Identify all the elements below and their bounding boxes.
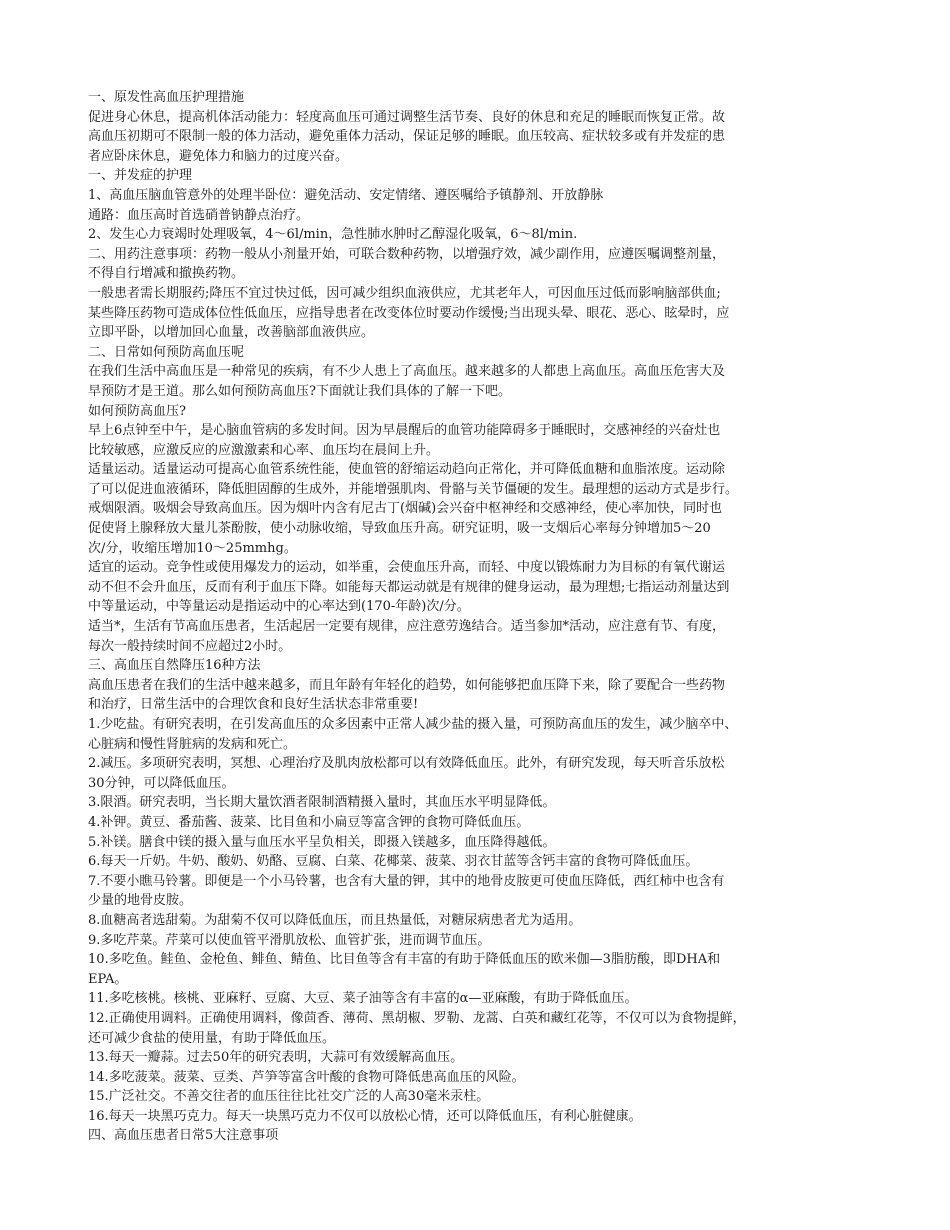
text-line: 13.每天一瓣蒜。过去50年的研究表明，大蒜可有效缓解高血压。 (88, 1050, 464, 1066)
text-line: 和治疗，日常生活中的合理饮食和良好生活状态非常重要! (88, 697, 419, 713)
text-line: 二、用药注意事项：药物一般从小剂量开始，可联合数种药物，以增强疗效，减少副作用，应遵医嘱调整剂量， (88, 246, 726, 262)
text-line: 适量运动。适量运动可提高心血管系统性能，使血管的舒缩运动趋向正常化，并可降低血糖和血脂浓度。运动除 (88, 462, 726, 478)
text-line: 促进身心休息，提高机体活动能力：轻度高血压可通过调整生活节奏、良好的休息和充足的睡眠而恢复正常。故 (88, 109, 726, 125)
text-line: 高血压患者在我们的生活中越来越多，而且年龄有年轻化的趋势，如何能够把血压降下来，除了要配合一些药物 (88, 677, 726, 693)
text-line: 一、并发症的护理 (88, 168, 193, 184)
text-line: 促使肾上腺释放大量儿茶酚胺，使小动脉收缩，导致血压升高。研究证明，吸一支烟后心率每分钟增加5～20 (88, 521, 711, 537)
text-line: 2.减压。多项研究表明，冥想、心理治疗及肌肉放松都可以有效降低血压。此外，有研究发现，每天听音乐放松 (88, 756, 725, 772)
text-line: 戒烟限酒。吸烟会导致高血压。因为烟叶内含有尼古丁(烟碱)会兴奋中枢神经和交感神经，使心率加快，同时也 (88, 501, 723, 517)
text-line: 比较敏感，应激反应的应激激素和心率、血压均在晨间上升。 (88, 442, 440, 458)
text-line: 1.少吃盐。有研究表明，在引发高血压的众多因素中正常人减少盐的摄入量，可预防高血压的发生，减少脑卒中、 (88, 717, 738, 732)
text-line: 9.多吃芹菜。芹菜可以使血管平滑肌放松、血管扩张，进而调节血压。 (88, 932, 491, 948)
text-line: 一般患者需长期服药;降压不宜过快过低，因可减少组织血液供应，尤其老年人，可因血压过低而影响脑部供血; (88, 285, 721, 301)
text-line: 16.每天一块黑巧克力。每天一块黑巧克力不仅可以放松心情，还可以降低血压，有利心脏健康。 (88, 1108, 642, 1124)
text-line: 在我们生活中高血压是一种常见的疾病，有不少人患上了高血压。越来越多的人都患上高血压。高血压危害大及 (88, 364, 726, 380)
text-line: 14.多吃菠菜。菠菜、豆类、芦笋等富含叶酸的食物可降低患高血压的风险。 (88, 1069, 525, 1085)
text-line: 每次一般持续时间不应超过2小时。 (88, 638, 292, 654)
text-line: 3.限酒。研究表明，当长期大量饮酒者限制酒精摄入量时，其血压水平明显降低。 (88, 795, 556, 811)
text-line: 6.每天一斤奶。牛奶、酸奶、奶酪、豆腐、白菜、花椰菜、菠菜、羽衣甘蓝等含钙丰富的食物可降低血压。 (88, 854, 699, 870)
text-line: 8.血糖高者选甜菊。为甜菊不仅可以降低血压，而且热量低，对糖尿病患者尤为适用。 (88, 912, 582, 928)
text-line: 15.广泛社交。不善交往者的血压往往比社交广泛的人高30毫米汞柱。 (88, 1089, 490, 1105)
text-line: 次/分，收缩压增加10～25mmhg。 (88, 540, 297, 556)
text-line: 不得自行增减和撤换药物。 (88, 266, 245, 282)
text-line: 四、高血压患者日常5大注意事项 (88, 1128, 279, 1144)
text-line: 中等量运动，中等量运动是指运动中的心率达到(170-年龄)次/分。 (88, 599, 470, 615)
text-line: 通路：血压高时首选硝普钠静点治疗。 (88, 207, 310, 223)
text-line: 某些降压药物可造成体位性低血压，应指导患者在改变体位时要动作缓慢;当出现头晕、眼花、恶心、眩晕时，应 (88, 305, 730, 321)
text-line: 早上6点钟至中午，是心脑血管病的多发时间。因为早晨醒后的血管功能障碍多于睡眠时，交感神经的兴奋灶也 (88, 423, 721, 439)
text-line: 适当*，生活有节高血压患者，生活起居一定要有规律，应注意劳逸结合。适当参加*活动，应注意有节、有度， (88, 619, 726, 635)
text-line: 5.补镁。膳食中镁的摄入量与血压水平呈负相关，即摄入镁越多，血压降得越低。 (88, 834, 556, 850)
text-line: 2、发生心力衰竭时处理吸氧，4～6l/min，急性肺水肿时乙醇湿化吸氧，6～8l/min. (88, 227, 578, 243)
text-line: 30分钟，可以降低血压。 (88, 775, 235, 791)
text-line: 10.多吃鱼。鲑鱼、金枪鱼、鲱鱼、鲭鱼、比目鱼等含有丰富的有助于降低血压的欧米伽—3脂肪酸，即DHA和 (88, 952, 721, 968)
text-line: 动不但不会升血压，反而有利于血压下降。如能每天都运动就是有规律的健身运动，最为理想;七指运动剂量达到 (88, 579, 730, 595)
text-line: 早预防才是王道。那么如何预防高血压?下面就让我们具体的了解一下吧。 (88, 383, 511, 399)
text-line: 心脏病和慢性肾脏病的发病和死亡。 (88, 736, 297, 752)
text-line: 高血压初期可不限制一般的体力活动，避免重体力活动，保证足够的睡眠。血压较高、症状较多或有并发症的患 (88, 129, 726, 145)
text-line: 如何预防高血压? (88, 403, 186, 419)
text-line: 立即平卧，以增加回心血量，改善脑部血液供应。 (88, 325, 375, 341)
text-line: 还可减少食盐的使用量，有助于降低血压。 (88, 1030, 336, 1046)
text-line: 4.补钾。黄豆、番茄酱、菠菜、比目鱼和小扁豆等富含钾的食物可降低血压。 (88, 814, 530, 830)
text-line: 三、高血压自然降压16种方法 (88, 658, 261, 674)
text-line: 适宜的运动。竞争性或使用爆发力的运动，如举重，会使血压升高，而轻、中度以锻炼耐力为目标的有氧代谢运 (88, 560, 726, 576)
text-line: EPA。 (88, 971, 128, 987)
text-line: 者应卧床休息，避免体力和脑力的过度兴奋。 (88, 148, 349, 164)
text-line: 了可以促进血液循环，降低胆固醇的生成外，并能增强肌肉、骨骼与关节僵硬的发生。最理想的运动方式是步行。 (88, 481, 739, 497)
text-line: 少量的地骨皮胺。 (88, 893, 193, 909)
document-page (88, 88, 864, 1146)
text-line: 12.正确使用调料。正确使用调料，像茴香、薄荷、黑胡椒、罗勒、龙蒿、白英和藏红花等，不仅可以为食物提鲜， (88, 1010, 746, 1026)
text-line: 1、高血压脑血管意外的处理半卧位：避免活动、安定情绪、遵医嘱给予镇静剂、开放静脉 (88, 187, 604, 203)
text-line: 7.不要小瞧马铃薯。即便是一个小马铃薯，也含有大量的钾，其中的地骨皮胺更可使血压降低，西红柿中也含有 (88, 873, 725, 889)
text-line: 二、日常如何预防高血压呢 (88, 344, 245, 360)
text-line: 11.多吃核桃。核桃、亚麻籽、豆腐、大豆、菜子油等含有丰富的α—亚麻酸，有助于降低血压。 (88, 991, 638, 1007)
text-line: 一、原发性高血压护理措施 (88, 90, 245, 105)
